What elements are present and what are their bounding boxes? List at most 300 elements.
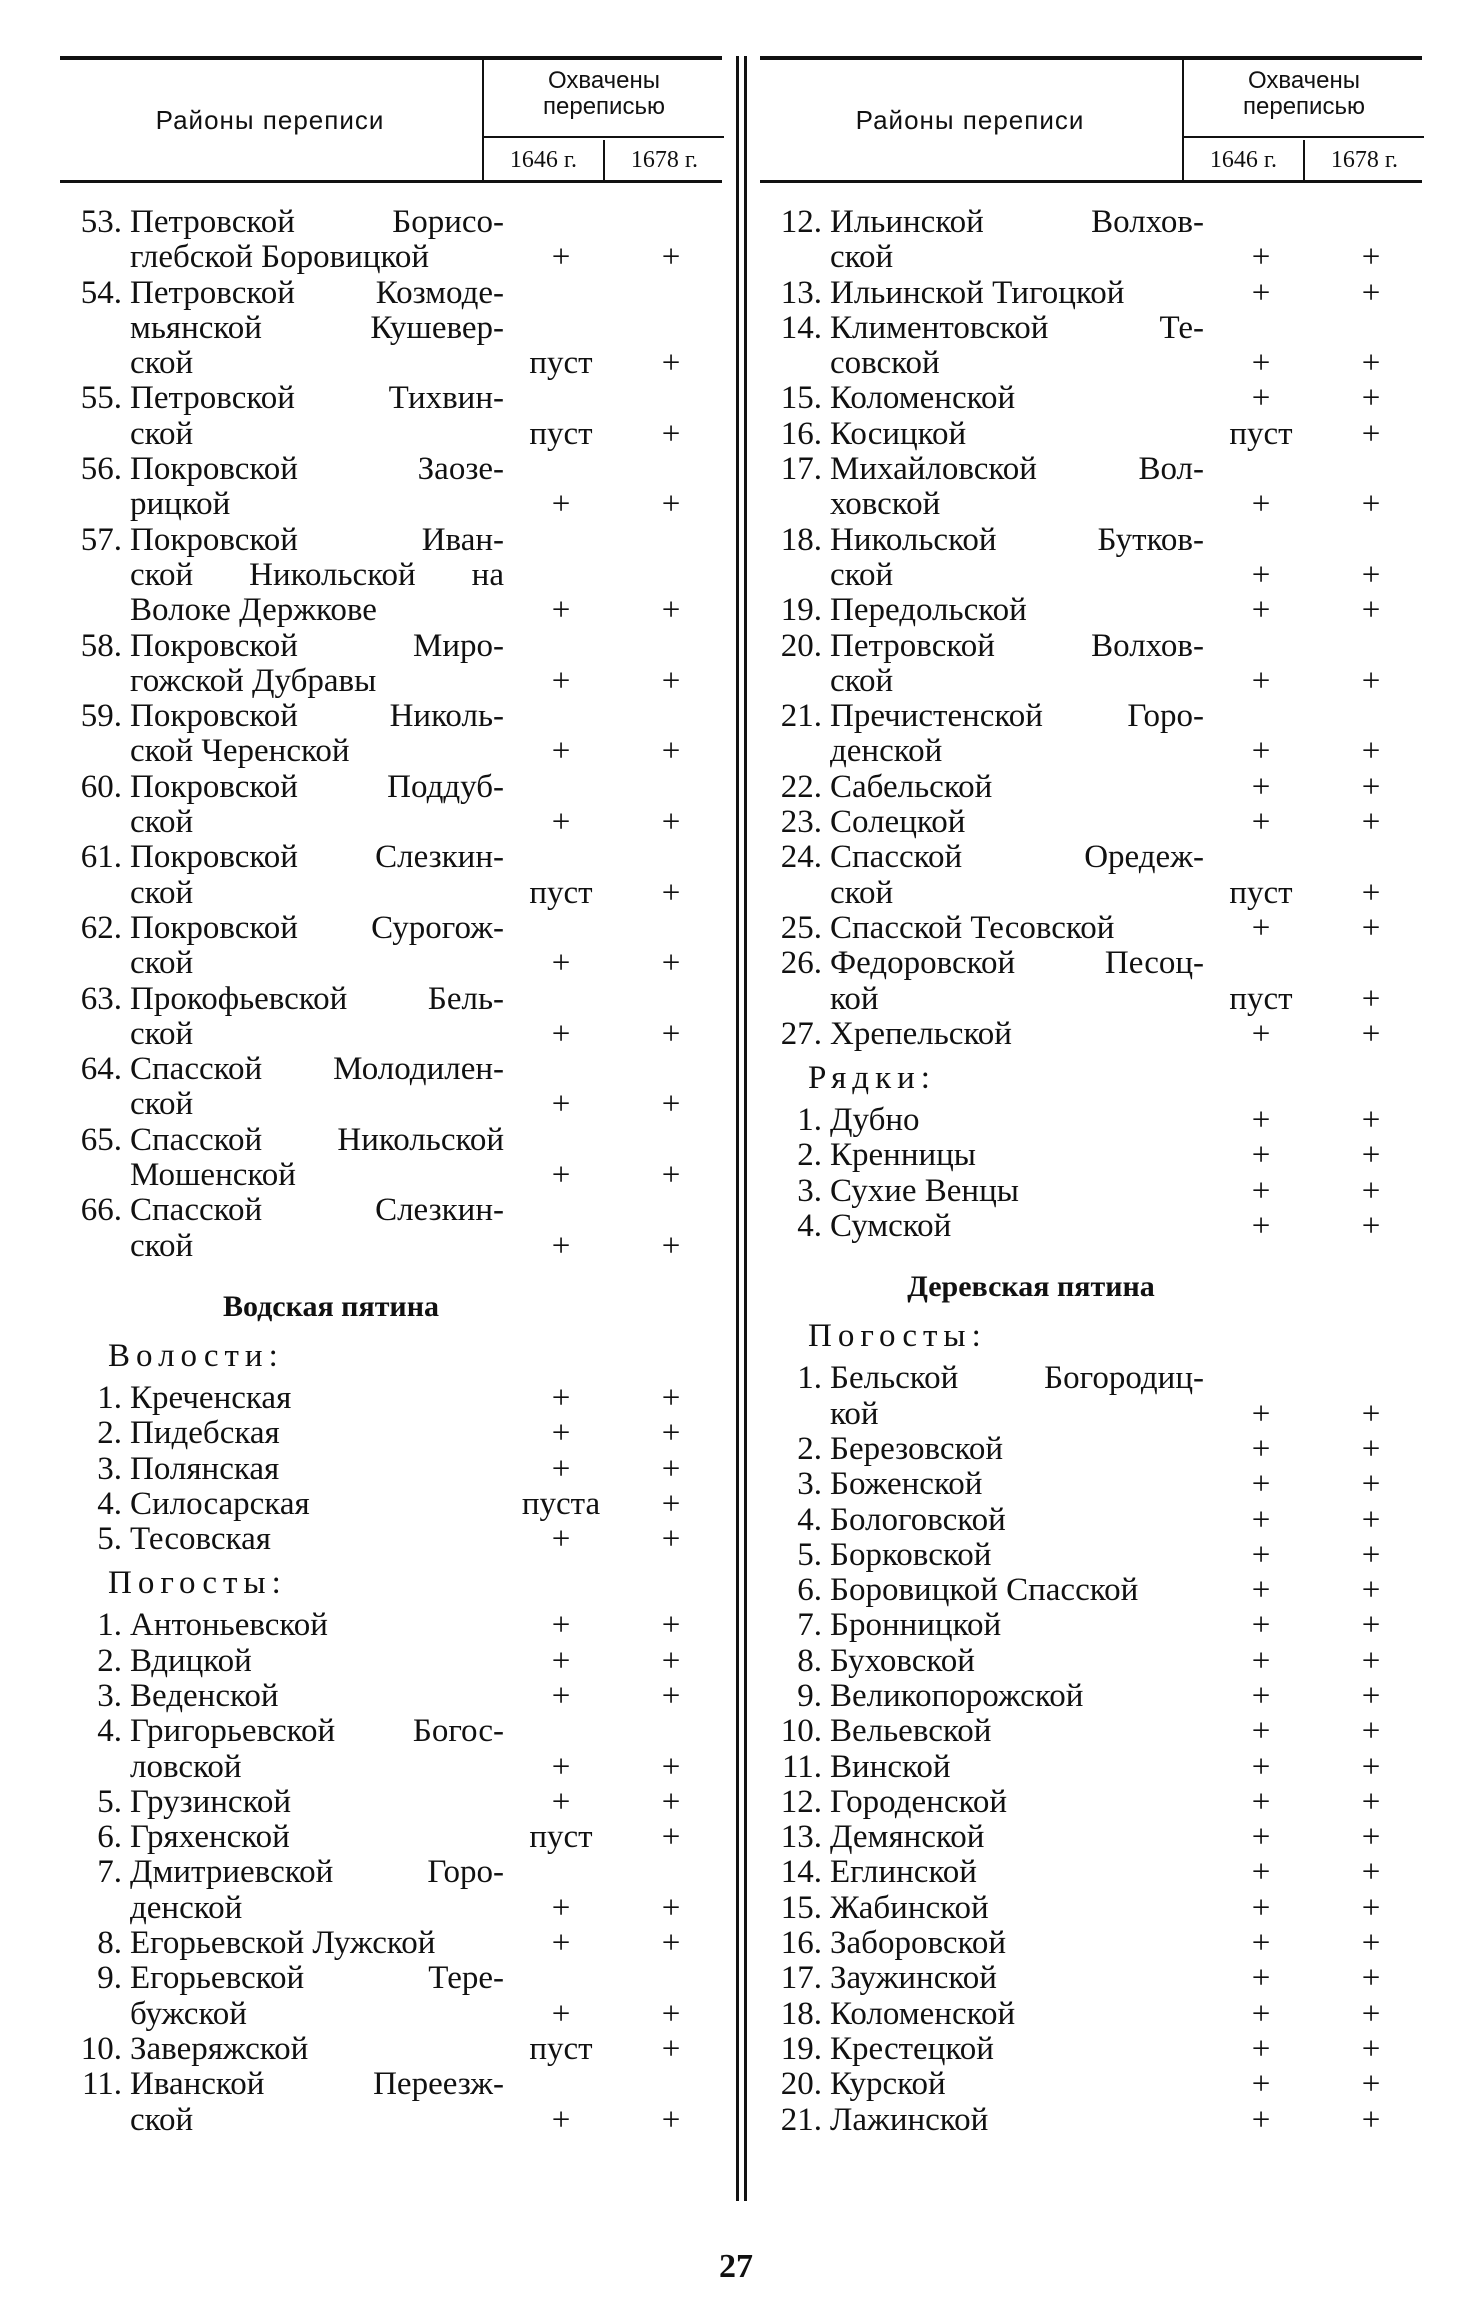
- district-name-line: Покровской Николь-: [130, 698, 504, 735]
- table-row: [60, 523, 722, 629]
- table-row: [60, 982, 722, 1053]
- row-number: 3.: [97, 1677, 122, 1714]
- table-row: [760, 911, 1422, 946]
- district-name: [830, 2032, 1204, 2067]
- district-name-line: Вельевской: [830, 1713, 992, 1750]
- row-number: 26.: [780, 945, 822, 982]
- district-name: [130, 1487, 504, 1522]
- district-name: [130, 2032, 504, 2067]
- row-number: 9.: [97, 1960, 122, 1997]
- row-number: 18.: [780, 1995, 822, 2032]
- district-name-line: ской: [830, 556, 894, 593]
- coverage-1646: +: [1251, 1854, 1271, 1891]
- district-name-line: Хрепельской: [830, 1015, 1012, 1052]
- subsection-title: Погосты:: [808, 1318, 987, 1355]
- coverage-1646: +: [1251, 1501, 1271, 1538]
- district-name-line: Дубно: [830, 1102, 920, 1139]
- coverage-1646: +: [551, 1227, 571, 1264]
- table-row: [60, 2032, 722, 2067]
- district-name: [830, 1679, 1204, 1714]
- row-number: 3.: [797, 1466, 822, 1503]
- district-name: [130, 1193, 504, 1264]
- row-number: 57.: [80, 521, 122, 558]
- district-name-line: Егорьевской Лужской: [130, 1925, 436, 1962]
- district-name: [130, 699, 504, 770]
- district-name-line: Креченская: [130, 1379, 292, 1416]
- table-row: [760, 1361, 1422, 1432]
- district-name-line: Сабельской: [830, 768, 993, 805]
- row-number: 10.: [80, 2030, 122, 2067]
- coverage-1646: пуст: [1229, 874, 1293, 911]
- district-name: [830, 1750, 1204, 1785]
- coverage-1646: +: [1251, 2030, 1271, 2067]
- district-name-line: ховской: [830, 486, 941, 523]
- district-name-line: Еглинской: [830, 1854, 977, 1891]
- district-name-line: Винской: [830, 1748, 951, 1785]
- coverage-1678: +: [1361, 1501, 1381, 1538]
- table-header: [60, 56, 722, 183]
- district-name: [130, 1052, 504, 1123]
- coverage-1646: пуст: [529, 874, 593, 911]
- district-name-line: Заверяжской: [130, 2030, 309, 2067]
- districts-header: Районы переписи: [155, 104, 385, 135]
- district-name: [830, 381, 1204, 416]
- row-number: 7.: [97, 1854, 122, 1891]
- district-name: [830, 311, 1204, 382]
- district-name-line: Заужинской: [830, 1960, 997, 1997]
- district-name-line: Покровской Сурогож-: [130, 909, 504, 946]
- row-number: 14.: [780, 1854, 822, 1891]
- district-name-line: Пречистенской Горо-: [830, 698, 1204, 735]
- row-number: 25.: [780, 909, 822, 946]
- coverage-1646: +: [1251, 1137, 1271, 1174]
- district-name-line: Тесовская: [130, 1521, 271, 1558]
- year-1646: 1646 г.: [1184, 140, 1305, 180]
- coverage-1646: +: [551, 733, 571, 770]
- table-row: [760, 276, 1422, 311]
- district-name: [130, 381, 504, 452]
- district-name-line: ской: [830, 239, 894, 276]
- row-number: 16.: [780, 1925, 822, 1962]
- district-name-line: бужской: [130, 1995, 247, 2032]
- coverage-1646: +: [551, 662, 571, 699]
- district-name-line: Спасской Молодилен-: [130, 1051, 504, 1088]
- coverage-1646: +: [551, 1415, 571, 1452]
- subsection-title: Волости:: [108, 1337, 284, 1374]
- coverage-1646: +: [1251, 1536, 1271, 1573]
- row-number: 58.: [80, 627, 122, 664]
- district-name: [130, 1608, 504, 1643]
- district-name-line: Заборовской: [830, 1925, 1007, 1962]
- coverage-1678: +: [1361, 1102, 1381, 1139]
- coverage-1646: +: [551, 1783, 571, 1820]
- district-name: [130, 982, 504, 1053]
- district-name-line: Бельской Богородиц-: [830, 1360, 1204, 1397]
- coverage-header: [1182, 60, 1424, 180]
- row-number: 11.: [781, 1748, 822, 1785]
- district-name-line: ловской: [130, 1748, 242, 1785]
- coverage-1646: +: [551, 1889, 571, 1926]
- table-row: [760, 1891, 1422, 1926]
- coverage-1678: +: [1361, 1430, 1381, 1467]
- coverage-1646: +: [1251, 1172, 1271, 1209]
- district-name-line: Косицкой: [830, 415, 967, 452]
- coverage-1646: +: [1251, 274, 1271, 311]
- district-name-line: Буховской: [830, 1642, 975, 1679]
- coverage-1646: +: [551, 592, 571, 629]
- table-row: [60, 1714, 722, 1785]
- coverage-1646: +: [551, 1748, 571, 1785]
- district-name: [830, 1174, 1204, 1209]
- coverage-1646: +: [551, 1642, 571, 1679]
- coverage-1646: +: [1251, 1572, 1271, 1609]
- table-row: [760, 523, 1422, 594]
- district-name-line: Курской: [830, 2066, 946, 2103]
- table-row: [760, 1785, 1422, 1820]
- coverage-1646: пуст: [529, 415, 593, 452]
- district-name-line: Спасской Оредеж-: [830, 839, 1204, 876]
- district-name-line: Дмитриевской Горо-: [130, 1854, 504, 1891]
- row-number: 2.: [97, 1642, 122, 1679]
- table-row: [60, 1522, 722, 1557]
- coverage-1678: +: [1361, 1854, 1381, 1891]
- district-name: [830, 2103, 1204, 2138]
- coverage-1678: +: [1361, 1015, 1381, 1052]
- row-number: 11.: [81, 2066, 122, 2103]
- district-name-line: Сухие Венцы: [830, 1172, 1019, 1209]
- row-number: 1.: [797, 1102, 822, 1139]
- coverage-1646: +: [1251, 1395, 1271, 1432]
- table-row: [60, 1193, 722, 1264]
- row-number: 53.: [80, 204, 122, 240]
- coverage-1678: +: [1361, 1642, 1381, 1679]
- district-name: [130, 1785, 504, 1820]
- coverage-1646: пуст: [529, 2030, 593, 2067]
- district-name-line: Ильинской Волхов-: [830, 204, 1204, 240]
- row-number: 5.: [97, 1521, 122, 1558]
- table-row: [60, 1961, 722, 2032]
- left-body: [60, 183, 722, 2138]
- coverage-1678: +: [1361, 733, 1381, 770]
- table-row: [760, 1714, 1422, 1749]
- district-name-line: Покровской Миро-: [130, 627, 504, 664]
- coverage-1646: пуста: [521, 1485, 601, 1522]
- table-row: [760, 2032, 1422, 2067]
- district-name: [130, 1644, 504, 1679]
- coverage-1646: +: [1251, 1713, 1271, 1750]
- section-title: Водская пятина: [222, 1289, 440, 1323]
- district-name-line: Боженской: [830, 1466, 983, 1503]
- districts-header: Районы переписи: [855, 104, 1085, 135]
- coverage-1646: +: [551, 2101, 571, 2138]
- coverage-1646: +: [551, 239, 571, 276]
- district-name: [830, 1608, 1204, 1643]
- coverage-1646: +: [1251, 556, 1271, 593]
- coverage-1678: +: [1361, 1607, 1381, 1644]
- district-name: [130, 840, 504, 911]
- coverage-1678: +: [661, 1521, 681, 1558]
- coverage-1646: +: [551, 1607, 571, 1644]
- district-name-line: совской: [830, 345, 940, 382]
- coverage-1678: +: [1361, 1395, 1381, 1432]
- district-name: [830, 699, 1204, 770]
- coverage-1678: +: [1361, 556, 1381, 593]
- district-name-line: Лажинской: [830, 2101, 989, 2138]
- district-name-line: Климентовской Те-: [830, 309, 1204, 346]
- table-row: [60, 1487, 722, 1522]
- subsection-title: Рядки:: [808, 1060, 936, 1097]
- district-name-line: кой: [830, 980, 879, 1017]
- district-name-line: Петровской Борисо-: [130, 204, 504, 240]
- district-name-line: ской: [130, 345, 194, 382]
- district-name: [830, 1503, 1204, 1538]
- coverage-1678: +: [1361, 1208, 1381, 1245]
- coverage-1678: +: [661, 486, 681, 523]
- coverage-1678: +: [1361, 1748, 1381, 1785]
- coverage-1646: +: [1251, 1995, 1271, 2032]
- table-row: [760, 1608, 1422, 1643]
- subsection-title: Погосты:: [108, 1565, 287, 1602]
- table-row: [60, 1608, 722, 1643]
- row-number: 12.: [780, 1783, 822, 1820]
- table-row: [60, 1052, 722, 1123]
- district-name: [130, 205, 504, 276]
- right-list-c: [760, 1361, 1422, 2138]
- coverage-1646: пуст: [1229, 415, 1293, 452]
- district-name-line: Григорьевской Богос-: [130, 1713, 504, 1750]
- coverage-1678: +: [1361, 380, 1381, 417]
- table-row: [760, 1503, 1422, 1538]
- district-name: [830, 1785, 1204, 1820]
- coverage-1678: +: [661, 1925, 681, 1962]
- coverage-1646: +: [1251, 1819, 1271, 1856]
- coverage-1678: +: [1361, 768, 1381, 805]
- coverage-1646: +: [551, 1925, 571, 1962]
- table-row: [760, 1467, 1422, 1502]
- table-row: [60, 1452, 722, 1487]
- table-row: [760, 1679, 1422, 1714]
- coverage-1646: +: [551, 1379, 571, 1416]
- row-number: 19.: [780, 2030, 822, 2067]
- left-list-a: [60, 205, 722, 1264]
- table-row: [60, 1785, 722, 1820]
- district-name: [830, 523, 1204, 594]
- coverage-1678: +: [1361, 1889, 1381, 1926]
- row-number: 64.: [80, 1051, 122, 1088]
- coverage-1678: +: [661, 2101, 681, 2138]
- table-row: [60, 1416, 722, 1451]
- table-row: [760, 1820, 1422, 1855]
- district-name-line: Иванской Переезж-: [130, 2066, 504, 2103]
- district-name-line: Вдицкой: [130, 1642, 252, 1679]
- table-row: [760, 1855, 1422, 1890]
- table-row: [760, 417, 1422, 452]
- coverage-1678: +: [1361, 486, 1381, 523]
- district-name-line: кой: [830, 1395, 879, 1432]
- district-name: [830, 1714, 1204, 1749]
- district-name-line: Пидебская: [130, 1415, 280, 1452]
- table-row: [60, 1123, 722, 1194]
- row-number: 22.: [780, 768, 822, 805]
- district-name-line: Петровской Волхов-: [830, 627, 1204, 664]
- table-row: [760, 1174, 1422, 1209]
- district-name-line: Покровской Слезкин-: [130, 839, 504, 876]
- coverage-1678: +: [661, 1227, 681, 1264]
- coverage-header: [482, 60, 724, 180]
- coverage-1646: пуст: [529, 345, 593, 382]
- table-row: [760, 1750, 1422, 1785]
- table-row: [60, 911, 722, 982]
- district-name: [130, 1522, 504, 1557]
- table-row: [760, 629, 1422, 700]
- table-row: [760, 946, 1422, 1017]
- coverage-1678: +: [1361, 1172, 1381, 1209]
- table-row: [760, 452, 1422, 523]
- table-row: [60, 840, 722, 911]
- row-number: 66.: [80, 1192, 122, 1229]
- district-name-line: рицкой: [130, 486, 231, 523]
- district-name: [830, 417, 1204, 452]
- row-number: 6.: [97, 1819, 122, 1856]
- coverage-1678: +: [661, 1379, 681, 1416]
- district-name-line: ской: [830, 874, 894, 911]
- years-header: [1184, 140, 1424, 180]
- district-name: [830, 911, 1204, 946]
- table-row: [760, 840, 1422, 911]
- coverage-1646: пуст: [1229, 980, 1293, 1017]
- district-name: [830, 2067, 1204, 2102]
- district-name: [830, 1891, 1204, 1926]
- coverage-1678: +: [1361, 1819, 1381, 1856]
- district-name: [830, 205, 1204, 276]
- district-name: [830, 1361, 1204, 1432]
- coverage-1678: +: [1361, 2101, 1381, 2138]
- district-name: [130, 1123, 504, 1194]
- district-name: [830, 593, 1204, 628]
- year-1678: 1678 г.: [1330, 147, 1399, 173]
- row-number: 59.: [80, 698, 122, 735]
- coverage-1646: +: [1251, 380, 1271, 417]
- table-row: [60, 205, 722, 276]
- coverage-1678: +: [661, 239, 681, 276]
- right-list-a: [760, 205, 1422, 1052]
- coverage-1678: +: [661, 1995, 681, 2032]
- district-name: [830, 1432, 1204, 1467]
- district-name-line: Антоньевской: [130, 1607, 328, 1644]
- page-number: 27: [719, 2248, 753, 2285]
- district-name: [130, 1855, 504, 1926]
- district-name: [830, 946, 1204, 1017]
- district-name: [130, 1926, 504, 1961]
- coverage-1678: +: [1361, 1925, 1381, 1962]
- coverage-1678: +: [1361, 1783, 1381, 1820]
- coverage-1678: +: [1361, 1137, 1381, 1174]
- table-row: [60, 1679, 722, 1714]
- coverage-1678: +: [1361, 874, 1381, 911]
- row-number: 6.: [797, 1572, 822, 1609]
- row-number: 1.: [97, 1379, 122, 1416]
- coverage-1678: +: [661, 662, 681, 699]
- coverage-1678: +: [1361, 1536, 1381, 1573]
- row-number: 60.: [80, 768, 122, 805]
- district-name-line: ской Никольской на: [130, 556, 504, 593]
- coverage-1678: +: [661, 1086, 681, 1123]
- covered-label: Охвачены переписью: [484, 64, 724, 138]
- row-number: 4.: [797, 1501, 822, 1538]
- coverage-1678: +: [1361, 1995, 1381, 2032]
- row-number: 1.: [97, 1607, 122, 1644]
- district-name-line: Федоровской Песоц-: [830, 945, 1204, 982]
- coverage-1678: +: [661, 592, 681, 629]
- district-name: [130, 770, 504, 841]
- coverage-1678: +: [661, 2030, 681, 2067]
- coverage-1646: +: [1251, 1607, 1271, 1644]
- district-name-line: Крестецкой: [830, 2030, 994, 2067]
- table-row: [760, 1644, 1422, 1679]
- district-name-line: Покровской Поддуб-: [130, 768, 504, 805]
- coverage-1646: +: [1251, 592, 1271, 629]
- row-number: 5.: [97, 1783, 122, 1820]
- row-number: 61.: [80, 839, 122, 876]
- coverage-1678: +: [661, 1819, 681, 1856]
- coverage-1646: +: [1251, 1783, 1271, 1820]
- district-name-line: денской: [830, 733, 943, 770]
- district-name-line: ской: [130, 1015, 194, 1052]
- row-number: 2.: [797, 1137, 822, 1174]
- district-name: [130, 523, 504, 629]
- coverage-1678: +: [661, 1677, 681, 1714]
- coverage-1646: +: [1251, 1677, 1271, 1714]
- district-name: [830, 805, 1204, 840]
- table-header: [760, 56, 1422, 183]
- column-divider-line: [736, 56, 739, 2201]
- district-name: [130, 1820, 504, 1855]
- district-name-line: Петровской Козмоде-: [130, 274, 504, 311]
- table-row: [760, 593, 1422, 628]
- coverage-1678: +: [661, 1415, 681, 1452]
- district-name-line: денской: [130, 1889, 243, 1926]
- district-name-line: Боровицкой Спасской: [830, 1572, 1139, 1609]
- table-row: [760, 1138, 1422, 1173]
- district-name: [830, 1103, 1204, 1138]
- coverage-1646: +: [1251, 345, 1271, 382]
- district-name: [830, 1017, 1204, 1052]
- district-name-line: Петровской Тихвин-: [130, 380, 504, 417]
- coverage-1646: +: [1251, 804, 1271, 841]
- row-number: 1.: [797, 1360, 822, 1397]
- district-name: [830, 1538, 1204, 1573]
- district-name-line: ской: [130, 1227, 194, 1264]
- row-number: 12.: [780, 204, 822, 240]
- table-row: [60, 276, 722, 382]
- coverage-1646: +: [1251, 1208, 1271, 1245]
- coverage-1646: +: [1251, 2066, 1271, 2103]
- table-row: [760, 1209, 1422, 1244]
- table-row: [760, 1017, 1422, 1052]
- district-name-line: ской: [130, 945, 194, 982]
- left-column: [60, 56, 722, 2138]
- row-number: 4.: [97, 1713, 122, 1750]
- table-row: [760, 699, 1422, 770]
- district-name-line: Борковской: [830, 1536, 992, 1573]
- row-number: 19.: [780, 592, 822, 629]
- table-row: [60, 699, 722, 770]
- coverage-1678: +: [661, 733, 681, 770]
- row-number: 63.: [80, 980, 122, 1017]
- coverage-1646: +: [1251, 1748, 1271, 1785]
- table-row: [760, 1961, 1422, 1996]
- left-list-c: [60, 1608, 722, 2137]
